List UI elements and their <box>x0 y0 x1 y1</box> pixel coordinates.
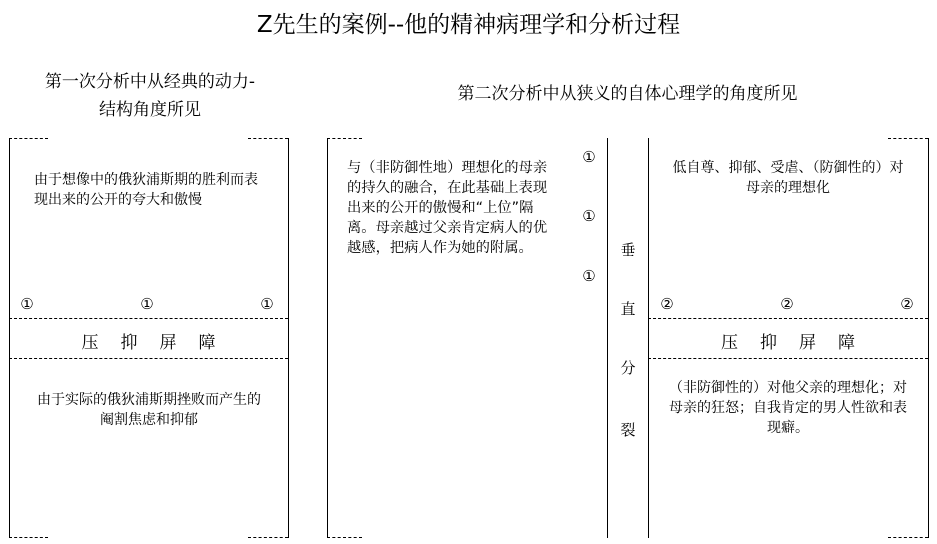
left-upper-text: 由于想像中的俄狄浦斯期的胜利而表现出来的公开的夸大和傲慢 <box>34 172 258 208</box>
marker-1: ① <box>582 267 596 285</box>
vertical-split-char: 分 <box>620 359 636 377</box>
vertical-split-line-left <box>607 138 608 538</box>
vertical-split-char: 直 <box>620 300 636 318</box>
repression-barrier-label: 压抑屏障 <box>81 333 238 353</box>
right-upper-text: 低自尊、抑郁、受虐、（防御性的）对母亲的理想化 <box>672 160 904 196</box>
marker-2: ② <box>660 295 674 313</box>
marker-1: ① <box>20 295 34 313</box>
repression-barrier-label: 压抑屏障 <box>721 333 877 353</box>
diagram-title: Z先生的案例--他的精神病理学和分析过程 <box>256 12 681 38</box>
marker-2: ② <box>900 295 914 313</box>
marker-1: ① <box>260 295 274 313</box>
marker-1: ① <box>582 207 596 225</box>
barrier-line-top <box>9 318 288 319</box>
marker-1: ① <box>582 148 596 166</box>
vertical-split-char: 裂 <box>620 421 636 439</box>
right-lower-text: （非防御性的）对他父亲的理想化；对母亲的狂怒；自我肯定的男人性欲和表现癖。 <box>669 380 907 436</box>
left-heading-line2: 结构角度所见 <box>99 100 201 120</box>
marker-2: ② <box>780 295 794 313</box>
barrier-line-bottom <box>9 358 288 359</box>
vertical-split-char: 垂 <box>620 241 636 259</box>
barrier-line-bottom <box>648 358 928 359</box>
marker-1: ① <box>140 295 154 313</box>
barrier-line-top <box>648 318 928 319</box>
right-left-text: 与（非防御性地）理想化的母亲的持久的融合，在此基础上表现出来的公开的傲慢和“上位”隔离。母亲越过父亲肯定病人的优越感，把病人作为她的附属。 <box>347 160 548 256</box>
left-heading-line1: 第一次分析中从经典的动力- <box>44 72 256 92</box>
left-lower-text: 由于实际的俄狄浦斯期挫败而产生的阉割焦虑和抑郁 <box>37 392 261 428</box>
right-heading: 第二次分析中从狭义的自体心理学的角度所见 <box>457 84 798 104</box>
